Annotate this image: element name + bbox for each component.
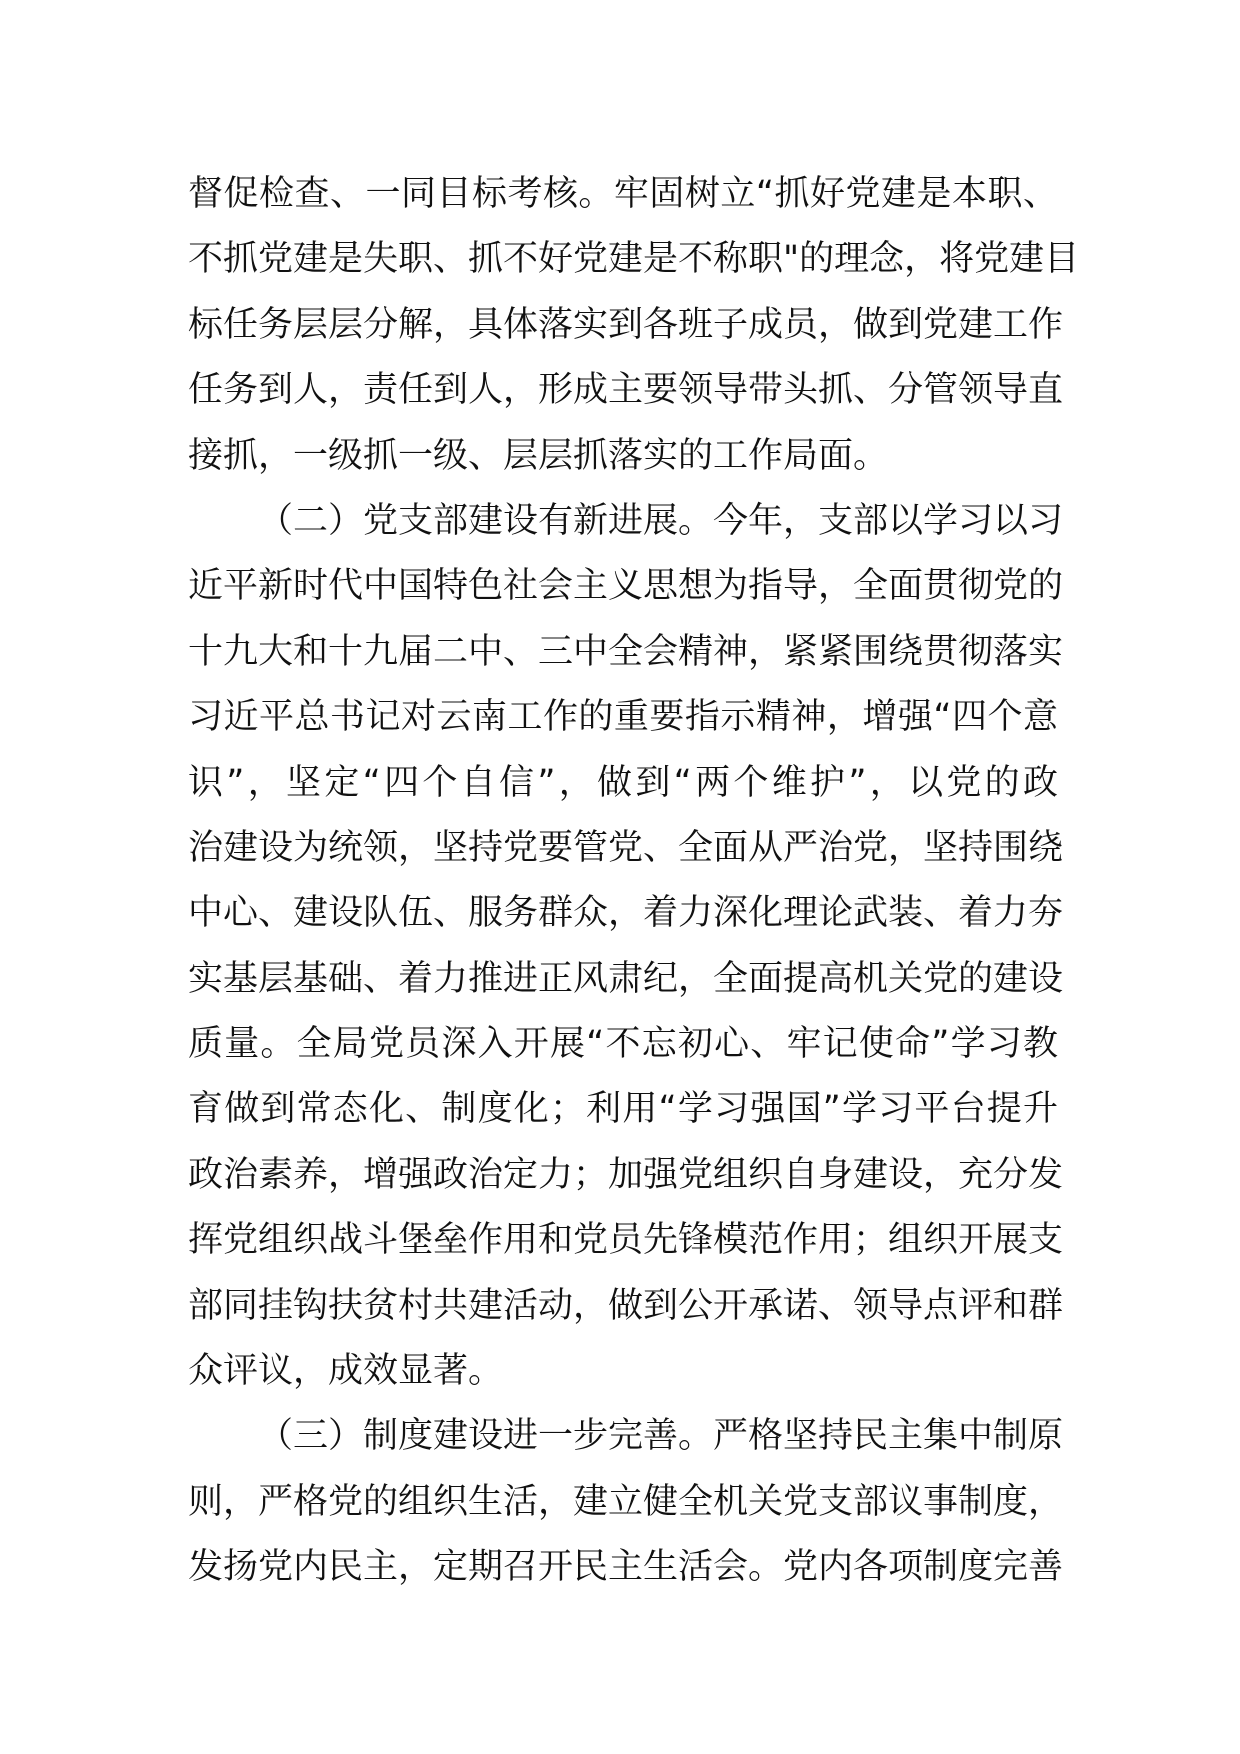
text-line: 部同挂钩扶贫村共建活动，做到公开承诺、领导点评和群 bbox=[188, 1285, 1064, 1326]
section-3-first-line: （三）制度建设进一步完善。严格坚持民主集中制原 bbox=[258, 1416, 1064, 1457]
text-line: 近平新时代中国特色社会主义思想为指导，全面贯彻党的 bbox=[188, 566, 1064, 607]
text-line: 任务到人，责任到人，形成主要领导带头抓、分管领导直 bbox=[188, 370, 1064, 411]
text-line: 治建设为统领，坚持党要管党、全面从严治党，坚持围绕 bbox=[188, 827, 1064, 868]
text-line: 督促检查、一同目标考核。牢固树立“抓好党建是本职、 bbox=[188, 174, 1058, 214]
text-line: 育做到常态化、制度化；利用“学习强国”学习平台提升 bbox=[188, 1089, 1058, 1130]
text-line: 质量。全局党员深入开展“不忘初心、牢记使命”学习教 bbox=[188, 1024, 1058, 1065]
text-line: 众评议，成效显著。 bbox=[188, 1351, 504, 1392]
text-line: 接抓，一级抓一级、层层抓落实的工作局面。 bbox=[188, 435, 889, 476]
text-line: 习近平总书记对云南工作的重要指示精神，增强“四个意 bbox=[188, 697, 1058, 738]
body-text bbox=[188, 162, 1080, 1601]
text-line: 中心、建设队伍、服务群众，着力深化理论武装、着力夯 bbox=[188, 893, 1064, 934]
text-line: 挥党组织战斗堡垒作用和党员先锋模范作用；组织开展支 bbox=[188, 1220, 1064, 1261]
text-line: 标任务层层分解，具体落实到各班子成员，做到党建工作 bbox=[188, 304, 1064, 345]
text-line: 实基层基础、着力推进正风肃纪，全面提高机关党的建设 bbox=[188, 958, 1064, 999]
section-2-first-line: （二）党支部建设有新进展。今年，支部以学习以习 bbox=[258, 500, 1064, 541]
text-line: 发扬党内民主，定期召开民主生活会。党内各项制度完善 bbox=[188, 1547, 1064, 1588]
text-line: 识”，坚定“四个自信”，做到“两个维护”，以党的政 bbox=[188, 762, 1058, 803]
text-line: 十九大和十九届二中、三中全会精神，紧紧围绕贯彻落实 bbox=[188, 631, 1064, 672]
text-line: 不抓党建是失职、抓不好党建是不称职"的理念，将党建目 bbox=[188, 239, 1080, 280]
text-line: 则，严格党的组织生活，建立健全机关党支部议事制度， bbox=[188, 1481, 1064, 1522]
text-line: 政治素养，增强政治定力；加强党组织自身建设，充分发 bbox=[188, 1154, 1064, 1195]
